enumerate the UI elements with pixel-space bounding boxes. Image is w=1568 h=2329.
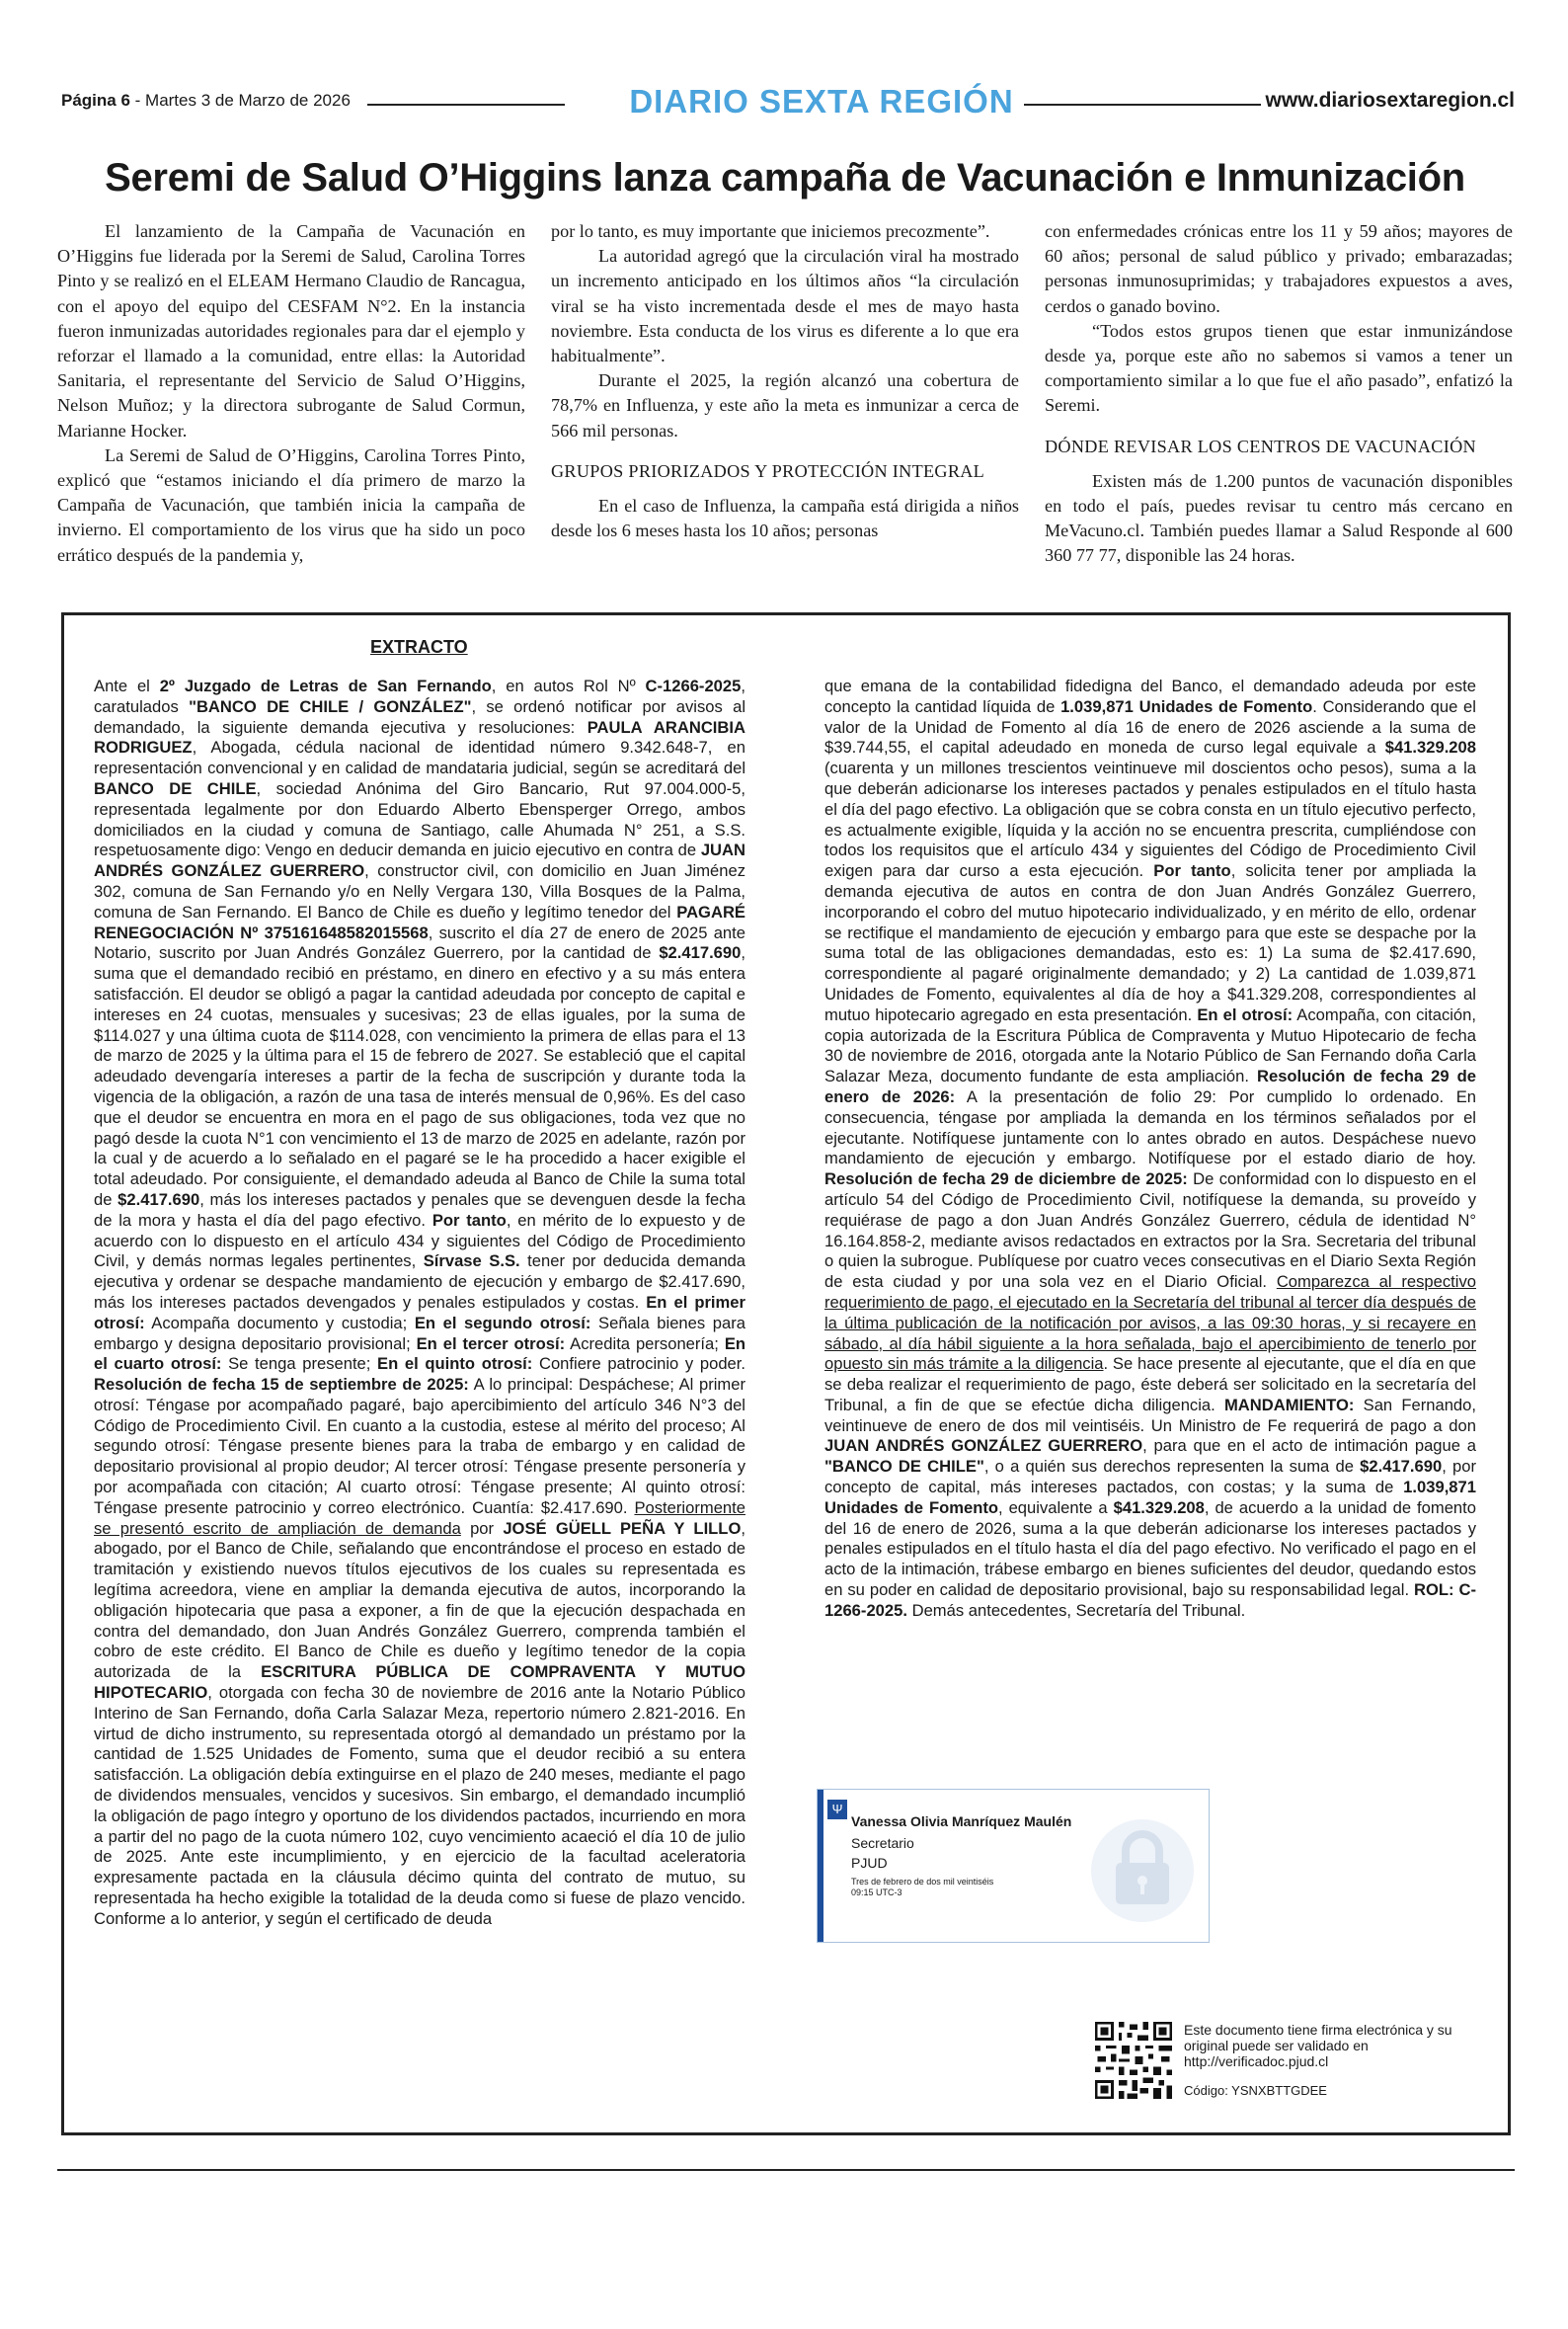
text: Ante el [94,677,160,695]
promissory-note: PAGARÉ RENEGOCIACIÓN Nº 375161648582015568 [94,902,745,942]
page-date: - Martes 3 de Marzo de 2026 [129,91,351,110]
bold-text: En el otrosí: [1197,1004,1294,1024]
defendant-name: JUAN ANDRÉS GONZÁLEZ GUERRERO [824,1436,1143,1456]
paragraph: La autoridad agregó que la circulación viral ha mostrado un incremento anticipado en los últimos años “la circulación viral se ha visto incrementada desde el mes de mayo hasta noviembre. Esta conducta de los virus es diferente a lo que era habitualmente”. [551,246,1019,366]
paragraph: por lo tanto, es muy importante que iniciemos precozmente”. [551,221,990,241]
signature-accent-bar [818,1790,823,1942]
bank-name: "BANCO DE CHILE" [824,1457,984,1477]
text: , equivalente a [998,1497,1114,1517]
legal-notice-box [61,612,1511,2135]
electronic-signature [817,1789,1210,1943]
lawyer-name: PAULA ARANCIBIA RODRIGUEZ [94,717,745,758]
text: , suma que el demandado recibió en préstamo, en dinero en efectivo y a su más entera satisfacción. El deudor se obligó a pagar la cantidad adeudada por concepto de capital e intereses en 24 cuotas, mensuales y sucesivas; 23 de ellas iguales, por la suma de $114.027 y una última cuota de $114.028, con vencimiento la primera de ellas para el 13 de marzo de 2025 y la última para el 15 de febrero de 2027. Se estableció que el capital adeudado devengaría intereses a partir de la fecha de suscripción y durante toda la vigencia de la obligación, a razón de una tasa de interés mensual de 0,96%. Es del caso que el deudor se encuentra en mora en el pago de sus obligaciones, toda vez que no pagó desde la cuota N°1 con vencimiento el 13 de marzo de 2025 en adelante, razón por la cual y de acuerdo a lo señalado en el pagaré se le ha procedido a hacer exigible el total adeudado. Por consiguiente, el demandado adeuda al Banco de Chile la suma total de [94,943,745,1209]
paragraph: El lanzamiento de la Campaña de Vacunación en O’Higgins fue liderada por la Seremi de Salud, Carolina Torres Pinto y se realizó en el ELEAM Hermano Claudio de Rancagua, con el apoyo del equipo del CESFAM N°2. En la instancia fueron inmunizadas autoridades regionales para dar el ejemplo y reforzar el llamado a la comunidad, entre ellas: la Autoridad Sanitaria, el representante del Servicio de Salud O’Higgins, Nelson Muñoz; y la directora subrogante de Salud Cormun, Marianne Hocker. [57,221,525,441]
text: , solicita tener por ampliada la demanda ejecutiva de autos en contra de don Juan Andrés González Guerrero, incorporando el cobro del mutuo hipotecario individualizado, y en mérito de ello, ordenar se rectifique el mandamiento de ejecución y embargo para que este se despache por la suma total de las obligaciones demandadas, esto es: 1) La suma de $2.417.690, correspondiente al pagaré originalmente demandado; y 2) La cantidad de 1.039,871 Unidades de Fomento, equivalentes al día de hoy a $41.329.208, correspondientes al mutuo hipotecario agregado en esta presentación. [824,861,1476,1024]
qr-code-icon[interactable] [1095,2022,1172,2099]
text: Confiere patrocinio y poder. [532,1354,745,1374]
legal-notice-title: EXTRACTO [370,637,468,657]
text: , caratulados [94,677,745,716]
text: , suscrito el día 27 de enero de 2025 ante Notario, suscrito por Juan Andrés González Guerrero, por la cantidad de [94,923,746,963]
amount: $2.417.690 [118,1189,200,1209]
bold-text: En el quinto otrosí: [377,1354,533,1374]
text: que emana de la contabilidad fidedigna del Banco, el demandado adeuda por este concepto la cantidad líquida de [824,677,1476,716]
website-url[interactable]: www.diariosextaregion.cl [1265,89,1515,112]
paragraph: La Seremi de Salud de O’Higgins, Carolina Torres Pinto, explicó que “estamos iniciando el día primero de marzo la Campaña de Vacunación, que también inicia la campaña de invierno. El comportamiento de los virus que ha sido un poco errático después de la pandemia y, [57,444,525,565]
bank-name: BANCO DE CHILE [94,778,257,798]
bottom-rule [57,2169,1515,2171]
text: , en autos Rol Nº [491,677,646,695]
resolution-date: Resolución de fecha 29 de diciembre de 2025: [824,1169,1188,1189]
subheading: DÓNDE REVISAR LOS CENTROS DE VACUNACIÓN [1045,436,1476,456]
text: , por concepto de capital, más intereses pactados, con costas; y la suma de [824,1457,1476,1497]
text: , en mérito de lo expuesto y de acuerdo con lo dispuesto en el artículo 434 y siguientes del Código de Procedimiento Civil, y demás normas legales pertinentes, [94,1210,746,1271]
bold-text: En el cuarto otrosí: [94,1333,746,1374]
article-column-2 [551,219,1019,543]
text: De conformidad con lo dispuesto en el artículo 54 del Código de Procedimiento Civil, notifíquese la demanda, su proveído y requiérase de pago a don Juan Andrés González Guerrero, cédula de identidad N° 16.164.858-2, mediante avisos redactados en extractos por la Sra. Secretaria del tribunal o quien la subrogue. Publíquese por cuatro veces consecutivas en el Diario Sexta Región de esta ciudad y por una sola vez en el Diario Oficial. [824,1169,1476,1292]
amount: $41.329.208 [1384,738,1476,758]
text: , abogado, por el Banco de Chile, señalando que encontrándose el proceso en estado de tramitación y existiendo nuevos títulos ejecutivos de los cuales su representada es legítima acreedora, viene en ampliar la demanda ejecutiva de autos, incorporando la obligación hipotecaria que pasa a exponer, a fin de que la ejecución despachada en contra del demandado, don Juan Andrés González Guerrero, comprenda también el cobro de este crédito. El Banco de Chile es dueño y legítimo tenedor de la copia autorizada de la [94,1518,745,1682]
text: , otorgada con fecha 30 de noviembre de 2016 ante la Notario Público Interino de San Fernando, doña Carla Salazar Meza, repertorio número 2.821-2016. En virtud de dicho instrumento, su representada otorgó al demandado un préstamo por la cantidad de 1.525 Unidades de Fomento, suma que el deudor recibió a su entera satisfacción. La obligación debía extinguirse en el plazo de 240 meses, mediante el pago de dividendos mensuales, vencidos y sucesivos. Sin embargo, el demandado incumplió la obligación de pago íntegro y oportuno de los dividendos pactados, incurriendo en mora a partir del no pago de la cuota número 102, cuyo vencimiento acaeció el día 10 de julio de 2025. Ante este incumplimiento, y en ejercicio de la facultad aceleratoria expresamente pactada en la cláusula décimo quinta del contrato de mutuo, su representada ha hecho exigible la totalidad de la deuda como si fuese de plazo vencido. Conforme a lo anterior, y según el certificado de deuda [94,1683,745,1928]
text: , para que en el acto de intimación pague a [1142,1436,1476,1456]
masthead-title: DIARIO SEXTA REGIÓN [629,83,1014,120]
case-title: "BANCO DE CHILE / GONZÁLEZ" [189,696,472,716]
text: Se tenga presente; [221,1354,378,1374]
page-header [61,83,1515,126]
text: tener por deducida demanda ejecutiva y ordenar se despache mandamiento de ejecución y embargo de $2.417.690, más los intereses pactados devengados y penales estipulados y costas. [94,1251,746,1312]
court-name: 2º Juzgado de Letras de San Fernando [159,677,492,695]
signer-role: Secretario [851,1835,914,1851]
subheading: GRUPOS PRIORIZADOS Y PROTECCIÓN INTEGRAL [551,460,985,481]
paragraph: con enfermedades crónicas entre los 11 y 59 años; mayores de 60 años; personal de salud público y privado; embarazadas; personas inmunosuprimidas; y trabajadores expuestos a aves, cerdos o ganado bovino. [1045,221,1513,316]
text: , se ordenó notificar por avisos al demandado, la siguiente demanda ejecutiva y resoluciones: [94,696,746,737]
deed-title: ESCRITURA PÚBLICA DE COMPRAVENTA Y MUTUO HIPOTECARIO [94,1662,745,1703]
defendant-name: JUAN ANDRÉS GONZÁLEZ GUERRERO [94,841,745,881]
signer-org: PJUD [851,1855,888,1871]
signer-name: Vanessa Olivia Manríquez Maulén [851,1813,1072,1829]
case-number: ROL: C-1266-2025. [824,1580,1476,1620]
amount: $41.329.208 [1113,1497,1205,1517]
article-headline: Seremi de Salud O’Higgins lanza campaña de Vacunación e Inmunización [105,156,1465,200]
page-info [61,91,351,111]
resolution-date: Resolución de fecha 15 de septiembre de 2025: [94,1375,469,1395]
text: A la presentación de folio 29: Por cumplido lo ordenado. En consecuencia, téngase por ampliada la demanda en los términos señalados por el ejecutante. Notifíquese juntamente con lo antes obrado en autos. Despáchese nuevo mandamiento de ejecución y embargo. Notifíquese por el estado diario de hoy. [824,1086,1477,1168]
text: San Fernando, veintinueve de enero de dos mil veintiséis. Un Ministro de Fe requerirá de pago a don [824,1395,1476,1435]
lawyer-name: JOSÉ GÜELL PEÑA Y LILLO [503,1518,742,1538]
amount: 1.039,871 Unidades de Fomento [824,1478,1476,1517]
amount: $2.417.690 [659,943,742,963]
amount: $2.417.690 [1360,1457,1443,1477]
text: Señala bienes para embargo y designa depositario provisional; [94,1313,745,1353]
bold-text: MANDAMIENTO: [1223,1395,1355,1414]
text: Acompaña, con citación, copia autorizada de la Escritura Pública de Compraventa y Mutuo Hipotecario de fecha 30 de noviembre de 2016, otorgada ante la Notario Público de San Fernando doña Carla Salazar Meza, documento fundante de esta ampliación. [824,1004,1476,1086]
paragraph: Durante el 2025, la región alcanzó una cobertura de 78,7% en Influenza, y este año la meta es inmunizar a cerca de 566 mil personas. [551,370,1019,441]
verification-text: Este documento tiene firma electrónica y su original puede ser validado en http://verificadoc.pjud.cl [1184,2022,1452,2069]
legal-notice-column-right [824,677,1476,1622]
text: Demás antecedentes, Secretaría del Tribunal. [906,1600,1246,1620]
signature-date: Tres de febrero de dos mil veintiséis [851,1877,994,1887]
text: , sociedad Anónima del Giro Bancario, Rut 97.004.000-5, representada legalmente por don Eduardo Alberto Ebensperger Orrego, ambos domiciliados en la ciudad y comuna de Santiago, calle Ahumada N° 251, a S.S. respetuosamente digo: Vengo en deducir demanda en juicio ejecutivo en contra de [94,778,745,860]
text: por [460,1518,504,1538]
case-number: C-1266-2025 [645,677,742,695]
underlined-text: Posteriormente se presentó escrito de ampliación de demanda [94,1497,745,1538]
bold-text: En el segundo otrosí: [414,1313,591,1332]
paragraph: En el caso de Influenza, la campaña está dirigida a niños desde los 6 meses hasta los 10 años; personas [551,496,1019,541]
text: , de acuerdo a la unidad de fomento del 16 de enero de 2026, suma a la que deberán adicionarse los intereses pactados y penales estipulados en el título hasta el día del pago efectivo. No verificado el pago en el acto de la intimación, trábese embargo en bienes suficientes del deudor, quedando estos en su poder en calidad de depositario provisional, bajo su responsabilidad legal. [824,1497,1476,1600]
text: . Considerando que el valor de la Unidad de Fomento al día 16 de enero de 2026 asciende a la suma de $39.744,55, el capital adeudado en moneda de curso legal equivale a [824,696,1476,758]
resolution-date: Resolución de fecha 29 de enero de 2026: [824,1067,1476,1106]
header-rule-left [367,104,565,106]
legal-notice-column-left [94,677,745,1930]
text: (cuarenta y un millones trescientos veintinueve mil doscientos ocho pesos), suma a la que deberán adicionarse los intereses pactados y penales estipulados en el título hasta el día del pago efectivo. La obligación que se cobra consta en un título ejecutivo perfecto, es actualmente exigible, líquida y la acción no se encuentra prescrita, cumpliéndose con todos los requisitos que el artículo 434 y siguientes del Código de Procedimiento Civil exigen para dar curso a esta ejecución. [824,759,1476,881]
text: , más los intereses pactados y penales que se devenguen desde la fecha de la mora y hasta el día del pago efectivo. [94,1189,745,1230]
article-body [57,219,1515,595]
paragraph: “Todos estos grupos tienen que estar inmunizándose desde ya, porque este año no sabemos si vamos a tener un comportamiento similar a lo que fue el año pasado”, enfatizó la Seremi. [1045,320,1513,416]
bold-text: Por tanto [431,1210,507,1230]
bold-text: Sírvase S.S. [423,1251,520,1271]
header-rule-right [1024,104,1261,106]
text: , Abogada, cédula nacional de identidad número 9.342.648-7, en representación convencional y en calidad de mandataria judicial, según se acreditará del [94,738,745,778]
text: Acredita personería; [565,1333,725,1353]
text: A lo principal: Despáchese; Al primer otrosí: Téngase por acompañado pagaré, bajo apercibimiento del artículo 346 N°3 del Código de Procedimiento Civil. En cuanto a la custodia, estese al mérito del proceso; Al segundo otrosí: Téngase presente bienes para la traba de embargo y en calidad de depositario provisional al propio deudor; Al tercer otrosí: Téngase presente personería y por acompañada con citación; Al cuarto otrosí: Téngase presente; Al quinto otrosí: Téngase presente patrocinio y correo electrónico. Cuantía: $2.417.690. [94,1375,745,1517]
text: , o a quién sus derechos representen la suma de [983,1457,1361,1477]
bold-text: En el primer otrosí: [94,1292,745,1332]
page-number: Página 6 [61,91,130,110]
verification-code: Código: YSNXBTTGDEE [1184,2083,1327,2098]
underlined-text: Comparezca al respectivo requerimiento de pago, el ejecutado en la Secretaría del tribunal al tercer día después de la última publicación de la notificación por avisos, a las 09:30 horas, y si recayere en sábado, al día hábil siguiente a la hora señalada, bajo el apercibimiento de tenerlo por opuesto sin más trámite a la diligencia [824,1272,1476,1374]
article-column-3 [1045,219,1513,569]
text: Acompaña documento y custodia; [144,1313,415,1332]
amount: 1.039,871 Unidades de Fomento [1060,696,1313,716]
bold-text: En el tercer otrosí: [416,1333,566,1353]
paragraph: Existen más de 1.200 puntos de vacunación disponibles en todo el país, puedes revisar tu centro más cercano en MeVacuno.cl. También puedes llamar a Salud Responde al 600 360 77 77, disponible las 24 horas. [1045,470,1513,566]
lock-icon [1088,1811,1197,1930]
bold-text: Por tanto [1153,861,1231,881]
text: . Se hace presente al ejecutante, que el día en que se deba realizar el requerimiento de pago, éste deberá ser solicitado en la secretaría del Tribunal, a fin de que se efectúe dicha diligencia. [824,1354,1476,1414]
pjud-logo-icon: Ψ [827,1800,847,1819]
article-column-1 [57,219,525,568]
signature-time: 09:15 UTC-3 [851,1887,902,1897]
text: , constructor civil, con domicilio en Juan Jiménez 302, comuna de San Fernando y/o en Nelly Vergara 130, Villa Bosques de la Palma, comuna de San Fernando. El Banco de Chile es dueño y legítimo tenedor del [94,861,745,922]
